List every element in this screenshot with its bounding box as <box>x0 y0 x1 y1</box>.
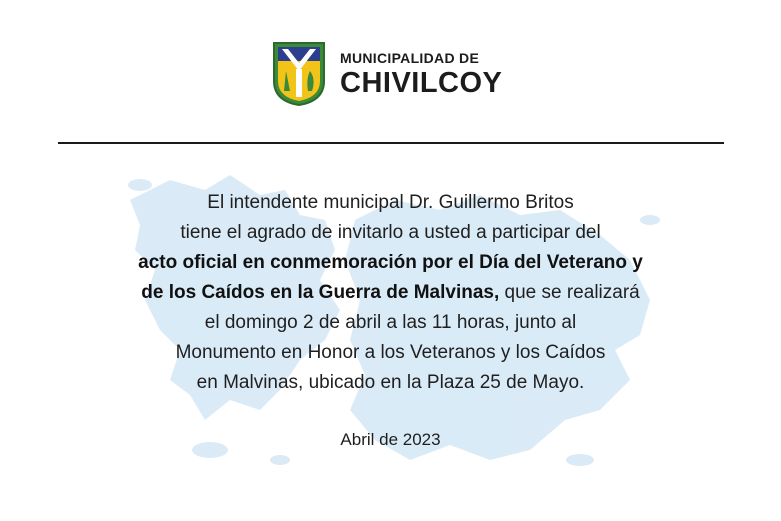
invitation-line-tail: que se realizará <box>499 282 640 303</box>
invitation-line-mixed <box>60 278 721 308</box>
event-name-part1: acto oficial en conmemoración por el Día del Veterano y <box>138 252 643 273</box>
municipality-name <box>340 50 502 99</box>
event-name-part2: de los Caídos en la Guerra de Malvinas, <box>141 282 500 303</box>
island-shape <box>566 454 594 466</box>
crest-y-stem <box>296 69 302 97</box>
invitation-line: en Malvinas, ubicado en la Plaza 25 de Mayo. <box>196 372 585 393</box>
invitation-text <box>60 188 721 398</box>
invitation-line: tiene el agrado de invitarlo a usted a participar del <box>180 222 601 243</box>
coat-of-arms-icon <box>272 41 326 107</box>
brand-title: CHIVILCOY <box>340 66 503 99</box>
header-divider <box>58 142 724 144</box>
invitation-date: Abril de 2023 <box>340 430 441 449</box>
brand-subtitle: MUNICIPALIDAD DE <box>340 49 480 66</box>
invitation-line-bold <box>60 248 721 278</box>
invitation-line: El intendente municipal Dr. Guillermo Britos <box>207 192 574 213</box>
invitation-line: el domingo 2 de abril a las 11 horas, junto al <box>204 312 577 333</box>
island-shape <box>270 455 290 465</box>
invitation-line: Monumento en Honor a los Veteranos y los Caídos <box>175 342 606 363</box>
municipality-logo <box>272 41 502 107</box>
